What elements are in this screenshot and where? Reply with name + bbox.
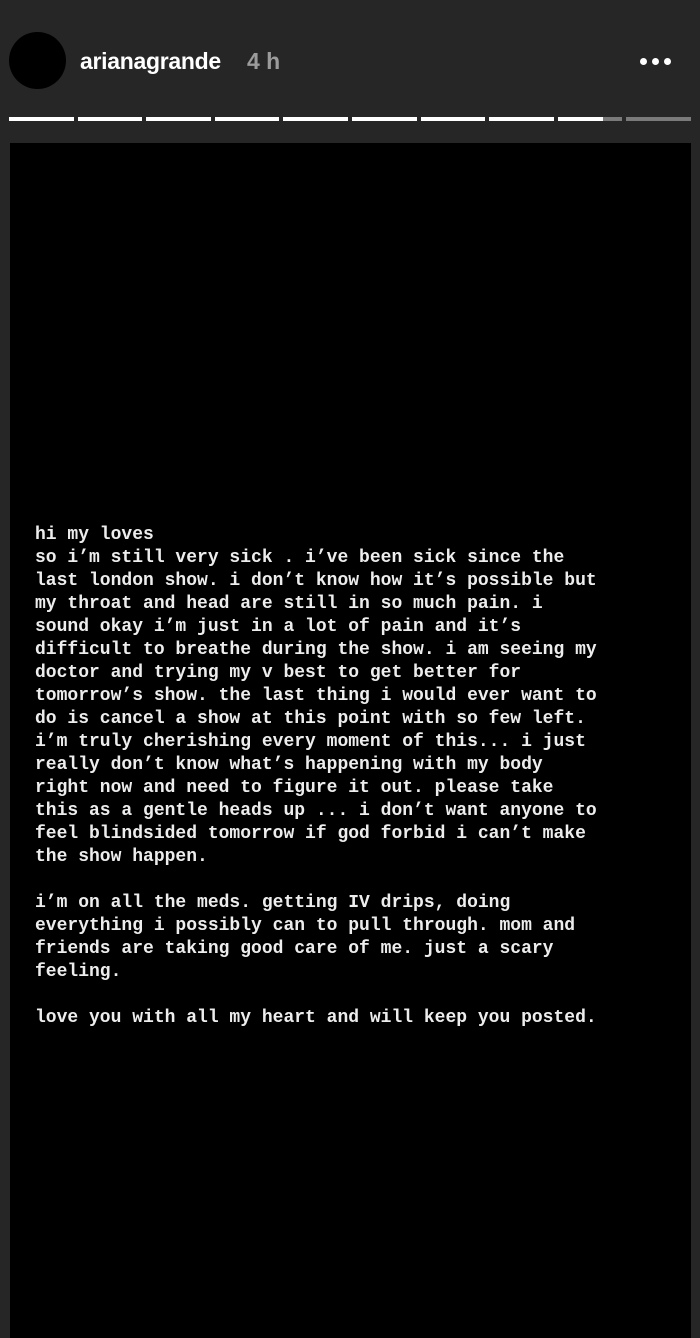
story-progress-fill	[146, 117, 211, 121]
story-text: hi my loves so i’m still very sick . i’ve been sick since the last london show. i don’t know how it’s possible but my throat and head are still in so much pain. i sound okay i’m just in a lot of pain and it’s difficult to breathe during the show. i am seeing my doctor and trying my v best to get better for tomorrow’s show. the last thing i would ever want to do is cancel a show at this point with so few left. i’m truly cherishing every moment of this... i just really don’t know what’s happening with my body right now and need to figure it out. please take this as a gentle heads up ... i don’t want anyone to feel blindsided tomorrow if god forbid i can’t make the show happen. i’m on all the meds. getting IV drips, doing everything i possibly can to pull through. mom and friends are taking good care of me. just a scary feeling. love you with all my heart and will keep you posted.	[35, 525, 597, 1028]
more-dot	[664, 58, 671, 65]
story-progress-fill	[352, 117, 417, 121]
username[interactable]: arianagrande	[80, 48, 221, 74]
story-progress-fill	[558, 117, 603, 121]
more-dot	[652, 58, 659, 65]
story-progress-segment	[489, 117, 554, 121]
story-progress-segment	[421, 117, 486, 121]
story-progress-segment	[78, 117, 143, 121]
story-progress-segment	[558, 117, 623, 121]
story-content[interactable]	[10, 143, 691, 1338]
story-progress-fill	[215, 117, 280, 121]
story-progress-fill	[489, 117, 554, 121]
story-progress-segment	[9, 117, 74, 121]
story-progress-segment	[626, 117, 691, 121]
story-progress-bar	[9, 117, 691, 121]
more-dot	[640, 58, 647, 65]
story-progress-fill	[283, 117, 348, 121]
more-options-icon[interactable]	[630, 48, 680, 74]
avatar[interactable]	[9, 32, 66, 89]
story-progress-segment	[215, 117, 280, 121]
story-progress-segment	[283, 117, 348, 121]
story-progress-fill	[9, 117, 74, 121]
story-progress-fill	[421, 117, 486, 121]
story-progress-segment	[352, 117, 417, 121]
story-progress-segment	[146, 117, 211, 121]
story-progress-fill	[78, 117, 143, 121]
time-ago: 4 h	[247, 48, 281, 74]
story-header	[0, 0, 700, 110]
